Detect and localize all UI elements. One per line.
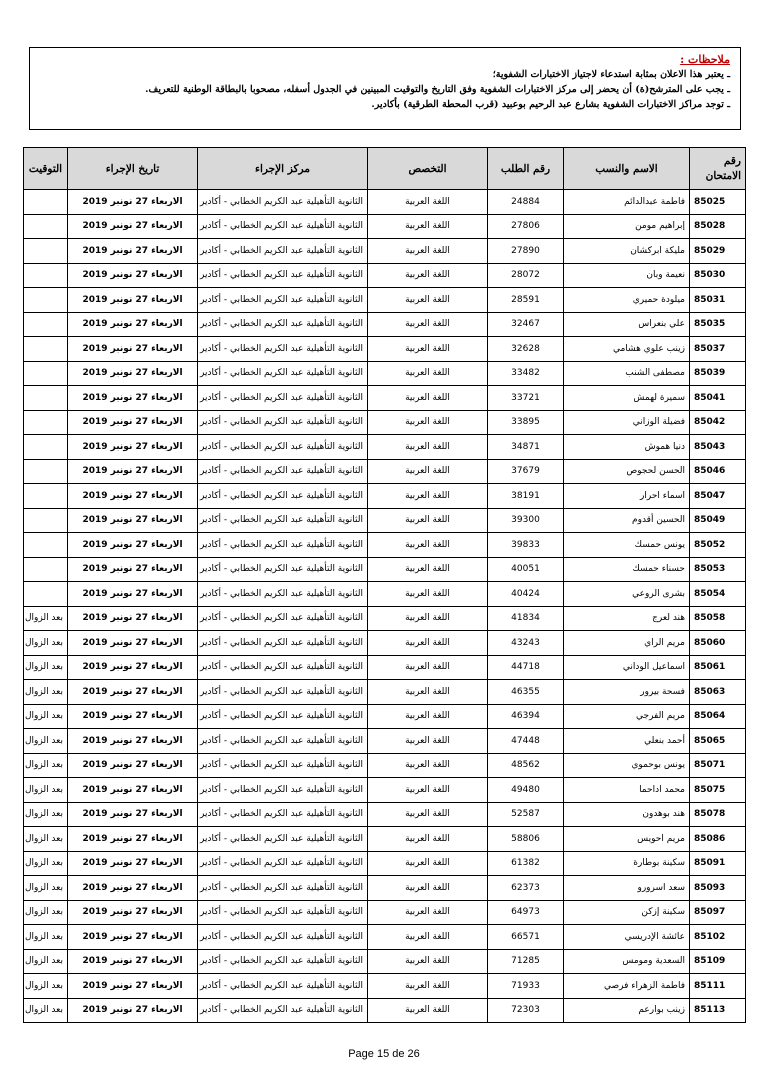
cell-request-number: 27806	[488, 214, 564, 239]
cell-center: الثانوية التأهيلية عبد الكريم الخطابي - أكادير	[198, 606, 368, 631]
cell-center: الثانوية التأهيلية عبد الكريم الخطابي - أكادير	[198, 557, 368, 582]
cell-center: الثانوية التأهيلية عبد الكريم الخطابي - أكادير	[198, 655, 368, 680]
cell-request-number: 66571	[488, 925, 564, 950]
cell-center: الثانوية التأهيلية عبد الكريم الخطابي - أكادير	[198, 704, 368, 729]
cell-date: الاربعاء 27 نونبر 2019	[68, 680, 198, 705]
cell-specialty: اللغة العربية	[368, 778, 488, 803]
table-row	[24, 827, 746, 852]
cell-request-number: 61382	[488, 851, 564, 876]
table-row	[24, 190, 746, 215]
cell-exam-number: 85041	[690, 386, 746, 411]
cell-specialty: اللغة العربية	[368, 263, 488, 288]
header-specialty: التخصص	[368, 148, 488, 190]
table-row	[24, 410, 746, 435]
cell-name: سميرة لهمش	[564, 386, 690, 411]
table-row	[24, 288, 746, 313]
cell-name: فاطمة عبدالدائم	[564, 190, 690, 215]
table-row	[24, 998, 746, 1023]
cell-date: الاربعاء 27 نونبر 2019	[68, 582, 198, 607]
table-row	[24, 802, 746, 827]
cell-exam-number: 85029	[690, 239, 746, 264]
table-row	[24, 533, 746, 558]
cell-exam-number: 85035	[690, 312, 746, 337]
cell-name: هند بوهدون	[564, 802, 690, 827]
cell-request-number: 52587	[488, 802, 564, 827]
table-row	[24, 361, 746, 386]
cell-name: علي بنعراس	[564, 312, 690, 337]
cell-request-number: 27890	[488, 239, 564, 264]
table-row	[24, 312, 746, 337]
cell-exam-number: 85025	[690, 190, 746, 215]
cell-request-number: 49480	[488, 778, 564, 803]
cell-time: بعد الزوال	[24, 631, 68, 656]
cell-request-number: 48562	[488, 753, 564, 778]
cell-time: بعد الزوال	[24, 974, 68, 999]
cell-name: يونس حمسك	[564, 533, 690, 558]
cell-specialty: اللغة العربية	[368, 484, 488, 509]
table-row	[24, 949, 746, 974]
cell-specialty: اللغة العربية	[368, 998, 488, 1023]
cell-time: بعد الزوال	[24, 753, 68, 778]
cell-specialty: اللغة العربية	[368, 827, 488, 852]
cell-exam-number: 85113	[690, 998, 746, 1023]
cell-time	[24, 533, 68, 558]
table-row	[24, 337, 746, 362]
cell-time: بعد الزوال	[24, 949, 68, 974]
cell-date: الاربعاء 27 نونبر 2019	[68, 263, 198, 288]
cell-exam-number: 85053	[690, 557, 746, 582]
cell-date: الاربعاء 27 نونبر 2019	[68, 214, 198, 239]
cell-name: فضيلة الوزاني	[564, 410, 690, 435]
cell-time	[24, 410, 68, 435]
cell-center: الثانوية التأهيلية عبد الكريم الخطابي - أكادير	[198, 484, 368, 509]
notes-title: ملاحظات :	[680, 53, 730, 66]
table-row	[24, 851, 746, 876]
cell-date: الاربعاء 27 نونبر 2019	[68, 802, 198, 827]
cell-request-number: 47448	[488, 729, 564, 754]
cell-time	[24, 557, 68, 582]
cell-center: الثانوية التأهيلية عبد الكريم الخطابي - أكادير	[198, 949, 368, 974]
cell-center: الثانوية التأهيلية عبد الكريم الخطابي - أكادير	[198, 361, 368, 386]
cell-request-number: 39833	[488, 533, 564, 558]
cell-specialty: اللغة العربية	[368, 974, 488, 999]
cell-request-number: 64973	[488, 900, 564, 925]
cell-date: الاربعاء 27 نونبر 2019	[68, 900, 198, 925]
cell-date: الاربعاء 27 نونبر 2019	[68, 925, 198, 950]
cell-name: بشرى الروعي	[564, 582, 690, 607]
cell-specialty: اللغة العربية	[368, 655, 488, 680]
cell-date: الاربعاء 27 نونبر 2019	[68, 606, 198, 631]
cell-exam-number: 85064	[690, 704, 746, 729]
notes-box	[29, 47, 741, 130]
cell-specialty: اللغة العربية	[368, 802, 488, 827]
table-row	[24, 704, 746, 729]
header-exam-number: رقم الامتحان	[690, 148, 746, 190]
cell-name: ميلودة حميري	[564, 288, 690, 313]
cell-exam-number: 85039	[690, 361, 746, 386]
table-row	[24, 753, 746, 778]
cell-request-number: 24884	[488, 190, 564, 215]
cell-date: الاربعاء 27 نونبر 2019	[68, 729, 198, 754]
cell-date: الاربعاء 27 نونبر 2019	[68, 753, 198, 778]
cell-exam-number: 85049	[690, 508, 746, 533]
cell-request-number: 33482	[488, 361, 564, 386]
cell-time	[24, 312, 68, 337]
cell-specialty: اللغة العربية	[368, 753, 488, 778]
cell-specialty: اللغة العربية	[368, 704, 488, 729]
cell-specialty: اللغة العربية	[368, 410, 488, 435]
table-row	[24, 435, 746, 460]
cell-request-number: 34871	[488, 435, 564, 460]
cell-time	[24, 386, 68, 411]
cell-specialty: اللغة العربية	[368, 582, 488, 607]
cell-specialty: اللغة العربية	[368, 386, 488, 411]
cell-center: الثانوية التأهيلية عبد الكريم الخطابي - أكادير	[198, 337, 368, 362]
cell-request-number: 28072	[488, 263, 564, 288]
cell-time	[24, 508, 68, 533]
cell-request-number: 28591	[488, 288, 564, 313]
cell-name: اسماعيل الوداني	[564, 655, 690, 680]
cell-time: بعد الزوال	[24, 778, 68, 803]
header-center: مركز الإجراء	[198, 148, 368, 190]
cell-name: زينب علوي هشامي	[564, 337, 690, 362]
cell-date: الاربعاء 27 نونبر 2019	[68, 459, 198, 484]
cell-specialty: اللغة العربية	[368, 949, 488, 974]
cell-specialty: اللغة العربية	[368, 435, 488, 460]
cell-specialty: اللغة العربية	[368, 214, 488, 239]
table-row	[24, 974, 746, 999]
cell-specialty: اللغة العربية	[368, 729, 488, 754]
cell-date: الاربعاء 27 نونبر 2019	[68, 827, 198, 852]
cell-date: الاربعاء 27 نونبر 2019	[68, 631, 198, 656]
cell-request-number: 32467	[488, 312, 564, 337]
cell-date: الاربعاء 27 نونبر 2019	[68, 288, 198, 313]
cell-date: الاربعاء 27 نونبر 2019	[68, 410, 198, 435]
cell-exam-number: 85060	[690, 631, 746, 656]
cell-time: بعد الزوال	[24, 876, 68, 901]
cell-specialty: اللغة العربية	[368, 312, 488, 337]
cell-specialty: اللغة العربية	[368, 557, 488, 582]
cell-specialty: اللغة العربية	[368, 900, 488, 925]
cell-exam-number: 85065	[690, 729, 746, 754]
header-time: التوقيت	[24, 148, 68, 190]
cell-time: بعد الزوال	[24, 998, 68, 1023]
cell-time	[24, 214, 68, 239]
cell-name: مليكة ابركشان	[564, 239, 690, 264]
cell-name: مريم احويس	[564, 827, 690, 852]
table-row	[24, 925, 746, 950]
cell-name: يونس بوحموي	[564, 753, 690, 778]
table-row	[24, 557, 746, 582]
cell-exam-number: 85093	[690, 876, 746, 901]
cell-date: الاربعاء 27 نونبر 2019	[68, 508, 198, 533]
cell-time	[24, 459, 68, 484]
cell-name: محمد اداحما	[564, 778, 690, 803]
cell-time: بعد الزوال	[24, 802, 68, 827]
cell-request-number: 62373	[488, 876, 564, 901]
cell-exam-number: 85058	[690, 606, 746, 631]
cell-center: الثانوية التأهيلية عبد الكريم الخطابي - أكادير	[198, 214, 368, 239]
cell-date: الاربعاء 27 نونبر 2019	[68, 337, 198, 362]
cell-center: الثانوية التأهيلية عبد الكريم الخطابي - أكادير	[198, 386, 368, 411]
cell-date: الاربعاء 27 نونبر 2019	[68, 557, 198, 582]
cell-center: الثانوية التأهيلية عبد الكريم الخطابي - أكادير	[198, 508, 368, 533]
note-line: ـ يعتبر هذا الاعلان بمثابة استدعاء لاجتياز الاختبارات الشفوية؛	[492, 69, 730, 80]
cell-time: بعد الزوال	[24, 925, 68, 950]
cell-name: سكينة إزكن	[564, 900, 690, 925]
cell-center: الثانوية التأهيلية عبد الكريم الخطابي - أكادير	[198, 851, 368, 876]
cell-date: الاربعاء 27 نونبر 2019	[68, 704, 198, 729]
cell-date: الاربعاء 27 نونبر 2019	[68, 386, 198, 411]
cell-exam-number: 85111	[690, 974, 746, 999]
cell-request-number: 43243	[488, 631, 564, 656]
cell-exam-number: 85071	[690, 753, 746, 778]
note-line: ـ توجد مراكز الاختبارات الشفوية بشارع عبد الرحيم بوعبيد (قرب المحطة الطرقية) بأكادير.	[371, 99, 730, 110]
cell-request-number: 40424	[488, 582, 564, 607]
cell-request-number: 58806	[488, 827, 564, 852]
cell-exam-number: 85109	[690, 949, 746, 974]
cell-name: الحسن لحجوص	[564, 459, 690, 484]
cell-exam-number: 85052	[690, 533, 746, 558]
cell-name: مريم الفرجي	[564, 704, 690, 729]
cell-time	[24, 337, 68, 362]
cell-center: الثانوية التأهيلية عبد الكريم الخطابي - أكادير	[198, 876, 368, 901]
table-row	[24, 680, 746, 705]
cell-request-number: 40051	[488, 557, 564, 582]
cell-request-number: 38191	[488, 484, 564, 509]
table-row	[24, 876, 746, 901]
cell-exam-number: 85031	[690, 288, 746, 313]
cell-center: الثانوية التأهيلية عبد الكريم الخطابي - أكادير	[198, 312, 368, 337]
cell-request-number: 32628	[488, 337, 564, 362]
cell-time	[24, 435, 68, 460]
cell-time	[24, 263, 68, 288]
cell-request-number: 46355	[488, 680, 564, 705]
cell-exam-number: 85037	[690, 337, 746, 362]
table-row	[24, 582, 746, 607]
cell-time: بعد الزوال	[24, 851, 68, 876]
cell-exam-number: 85086	[690, 827, 746, 852]
cell-time	[24, 239, 68, 264]
cell-name: نعيمة وبان	[564, 263, 690, 288]
cell-time	[24, 190, 68, 215]
cell-name: إبراهيم مومن	[564, 214, 690, 239]
cell-center: الثانوية التأهيلية عبد الكريم الخطابي - أكادير	[198, 410, 368, 435]
cell-date: الاربعاء 27 نونبر 2019	[68, 190, 198, 215]
cell-request-number: 37679	[488, 459, 564, 484]
cell-center: الثانوية التأهيلية عبد الكريم الخطابي - أكادير	[198, 263, 368, 288]
cell-specialty: اللغة العربية	[368, 288, 488, 313]
page-number: Page 15 de 26	[348, 1048, 420, 1060]
cell-exam-number: 85042	[690, 410, 746, 435]
table-row	[24, 459, 746, 484]
cell-date: الاربعاء 27 نونبر 2019	[68, 974, 198, 999]
cell-date: الاربعاء 27 نونبر 2019	[68, 778, 198, 803]
table-row	[24, 631, 746, 656]
cell-name: الحسين أقدوم	[564, 508, 690, 533]
header-request-number: رقم الطلب	[488, 148, 564, 190]
cell-exam-number: 85063	[690, 680, 746, 705]
cell-date: الاربعاء 27 نونبر 2019	[68, 998, 198, 1023]
cell-name: عائشة الإدريسي	[564, 925, 690, 950]
table-header-row	[24, 148, 746, 190]
cell-time: بعد الزوال	[24, 704, 68, 729]
cell-specialty: اللغة العربية	[368, 631, 488, 656]
cell-specialty: اللغة العربية	[368, 606, 488, 631]
cell-exam-number: 85043	[690, 435, 746, 460]
cell-center: الثانوية التأهيلية عبد الكريم الخطابي - أكادير	[198, 533, 368, 558]
cell-request-number: 72303	[488, 998, 564, 1023]
header-date: تاريخ الإجراء	[68, 148, 198, 190]
cell-name: مصطفى الشنب	[564, 361, 690, 386]
cell-date: الاربعاء 27 نونبر 2019	[68, 484, 198, 509]
cell-specialty: اللغة العربية	[368, 190, 488, 215]
cell-date: الاربعاء 27 نونبر 2019	[68, 655, 198, 680]
cell-specialty: اللغة العربية	[368, 508, 488, 533]
cell-time	[24, 361, 68, 386]
table-row	[24, 606, 746, 631]
cell-time	[24, 288, 68, 313]
table-row	[24, 900, 746, 925]
cell-center: الثانوية التأهيلية عبد الكريم الخطابي - أكادير	[198, 900, 368, 925]
cell-name: هند لعرج	[564, 606, 690, 631]
table-row	[24, 214, 746, 239]
table-row	[24, 386, 746, 411]
cell-request-number: 71285	[488, 949, 564, 974]
cell-center: الثانوية التأهيلية عبد الكريم الخطابي - أكادير	[198, 239, 368, 264]
cell-specialty: اللغة العربية	[368, 361, 488, 386]
cell-name: فسحة بيرور	[564, 680, 690, 705]
cell-exam-number: 85028	[690, 214, 746, 239]
cell-specialty: اللغة العربية	[368, 851, 488, 876]
cell-center: الثانوية التأهيلية عبد الكريم الخطابي - أكادير	[198, 998, 368, 1023]
cell-center: الثانوية التأهيلية عبد الكريم الخطابي - أكادير	[198, 729, 368, 754]
cell-name: سكينة بوطارة	[564, 851, 690, 876]
cell-center: الثانوية التأهيلية عبد الكريم الخطابي - أكادير	[198, 925, 368, 950]
cell-date: الاربعاء 27 نونبر 2019	[68, 312, 198, 337]
cell-request-number: 33721	[488, 386, 564, 411]
cell-exam-number: 85078	[690, 802, 746, 827]
cell-request-number: 44718	[488, 655, 564, 680]
cell-specialty: اللغة العربية	[368, 533, 488, 558]
cell-date: الاربعاء 27 نونبر 2019	[68, 876, 198, 901]
cell-date: الاربعاء 27 نونبر 2019	[68, 361, 198, 386]
cell-request-number: 41834	[488, 606, 564, 631]
cell-time: بعد الزوال	[24, 729, 68, 754]
candidates-table	[23, 147, 746, 1023]
cell-center: الثانوية التأهيلية عبد الكريم الخطابي - أكادير	[198, 974, 368, 999]
table-row	[24, 778, 746, 803]
cell-center: الثانوية التأهيلية عبد الكريم الخطابي - أكادير	[198, 582, 368, 607]
cell-time	[24, 484, 68, 509]
cell-name: سعد اسرورو	[564, 876, 690, 901]
cell-request-number: 39300	[488, 508, 564, 533]
cell-exam-number: 85097	[690, 900, 746, 925]
cell-center: الثانوية التأهيلية عبد الكريم الخطابي - أكادير	[198, 435, 368, 460]
table-row	[24, 729, 746, 754]
cell-exam-number: 85091	[690, 851, 746, 876]
cell-name: السعدية ومومس	[564, 949, 690, 974]
table-row	[24, 508, 746, 533]
cell-time: بعد الزوال	[24, 655, 68, 680]
cell-center: الثانوية التأهيلية عبد الكريم الخطابي - أكادير	[198, 288, 368, 313]
table-row	[24, 239, 746, 264]
cell-specialty: اللغة العربية	[368, 925, 488, 950]
cell-center: الثانوية التأهيلية عبد الكريم الخطابي - أكادير	[198, 190, 368, 215]
header-name: الاسم والنسب	[564, 148, 690, 190]
cell-name: أحمد بنعلي	[564, 729, 690, 754]
cell-center: الثانوية التأهيلية عبد الكريم الخطابي - أكادير	[198, 459, 368, 484]
cell-date: الاربعاء 27 نونبر 2019	[68, 949, 198, 974]
cell-exam-number: 85075	[690, 778, 746, 803]
cell-exam-number: 85054	[690, 582, 746, 607]
cell-specialty: اللغة العربية	[368, 337, 488, 362]
cell-exam-number: 85047	[690, 484, 746, 509]
cell-time	[24, 582, 68, 607]
cell-center: الثانوية التأهيلية عبد الكريم الخطابي - أكادير	[198, 680, 368, 705]
table-row	[24, 655, 746, 680]
cell-specialty: اللغة العربية	[368, 876, 488, 901]
cell-date: الاربعاء 27 نونبر 2019	[68, 851, 198, 876]
cell-specialty: اللغة العربية	[368, 239, 488, 264]
cell-name: دنيا هموش	[564, 435, 690, 460]
cell-center: الثانوية التأهيلية عبد الكريم الخطابي - أكادير	[198, 778, 368, 803]
note-line: ـ يجب على المترشح(ة) أن يحضر إلى مركز الاختبارات الشفوية وفق التاريخ والتوقيت المبينين في الجدول أسفله، مصحوبا بالبطاقة الوطنية للتعريف.	[145, 84, 730, 95]
cell-date: الاربعاء 27 نونبر 2019	[68, 435, 198, 460]
cell-request-number: 33895	[488, 410, 564, 435]
cell-exam-number: 85102	[690, 925, 746, 950]
cell-name: مريم الراي	[564, 631, 690, 656]
cell-exam-number: 85061	[690, 655, 746, 680]
cell-center: الثانوية التأهيلية عبد الكريم الخطابي - أكادير	[198, 753, 368, 778]
table-row	[24, 263, 746, 288]
cell-name: زينب بوارعم	[564, 998, 690, 1023]
table-row	[24, 484, 746, 509]
cell-center: الثانوية التأهيلية عبد الكريم الخطابي - أكادير	[198, 631, 368, 656]
cell-date: الاربعاء 27 نونبر 2019	[68, 533, 198, 558]
cell-center: الثانوية التأهيلية عبد الكريم الخطابي - أكادير	[198, 802, 368, 827]
cell-exam-number: 85030	[690, 263, 746, 288]
cell-time: بعد الزوال	[24, 680, 68, 705]
cell-request-number: 71933	[488, 974, 564, 999]
cell-specialty: اللغة العربية	[368, 680, 488, 705]
cell-specialty: اللغة العربية	[368, 459, 488, 484]
cell-name: فاطمة الزهراء فرصي	[564, 974, 690, 999]
cell-time: بعد الزوال	[24, 606, 68, 631]
cell-date: الاربعاء 27 نونبر 2019	[68, 239, 198, 264]
cell-exam-number: 85046	[690, 459, 746, 484]
cell-center: الثانوية التأهيلية عبد الكريم الخطابي - أكادير	[198, 827, 368, 852]
cell-time: بعد الزوال	[24, 900, 68, 925]
cell-request-number: 46394	[488, 704, 564, 729]
cell-time: بعد الزوال	[24, 827, 68, 852]
cell-name: حسناء حمسك	[564, 557, 690, 582]
cell-name: اسماء احرار	[564, 484, 690, 509]
